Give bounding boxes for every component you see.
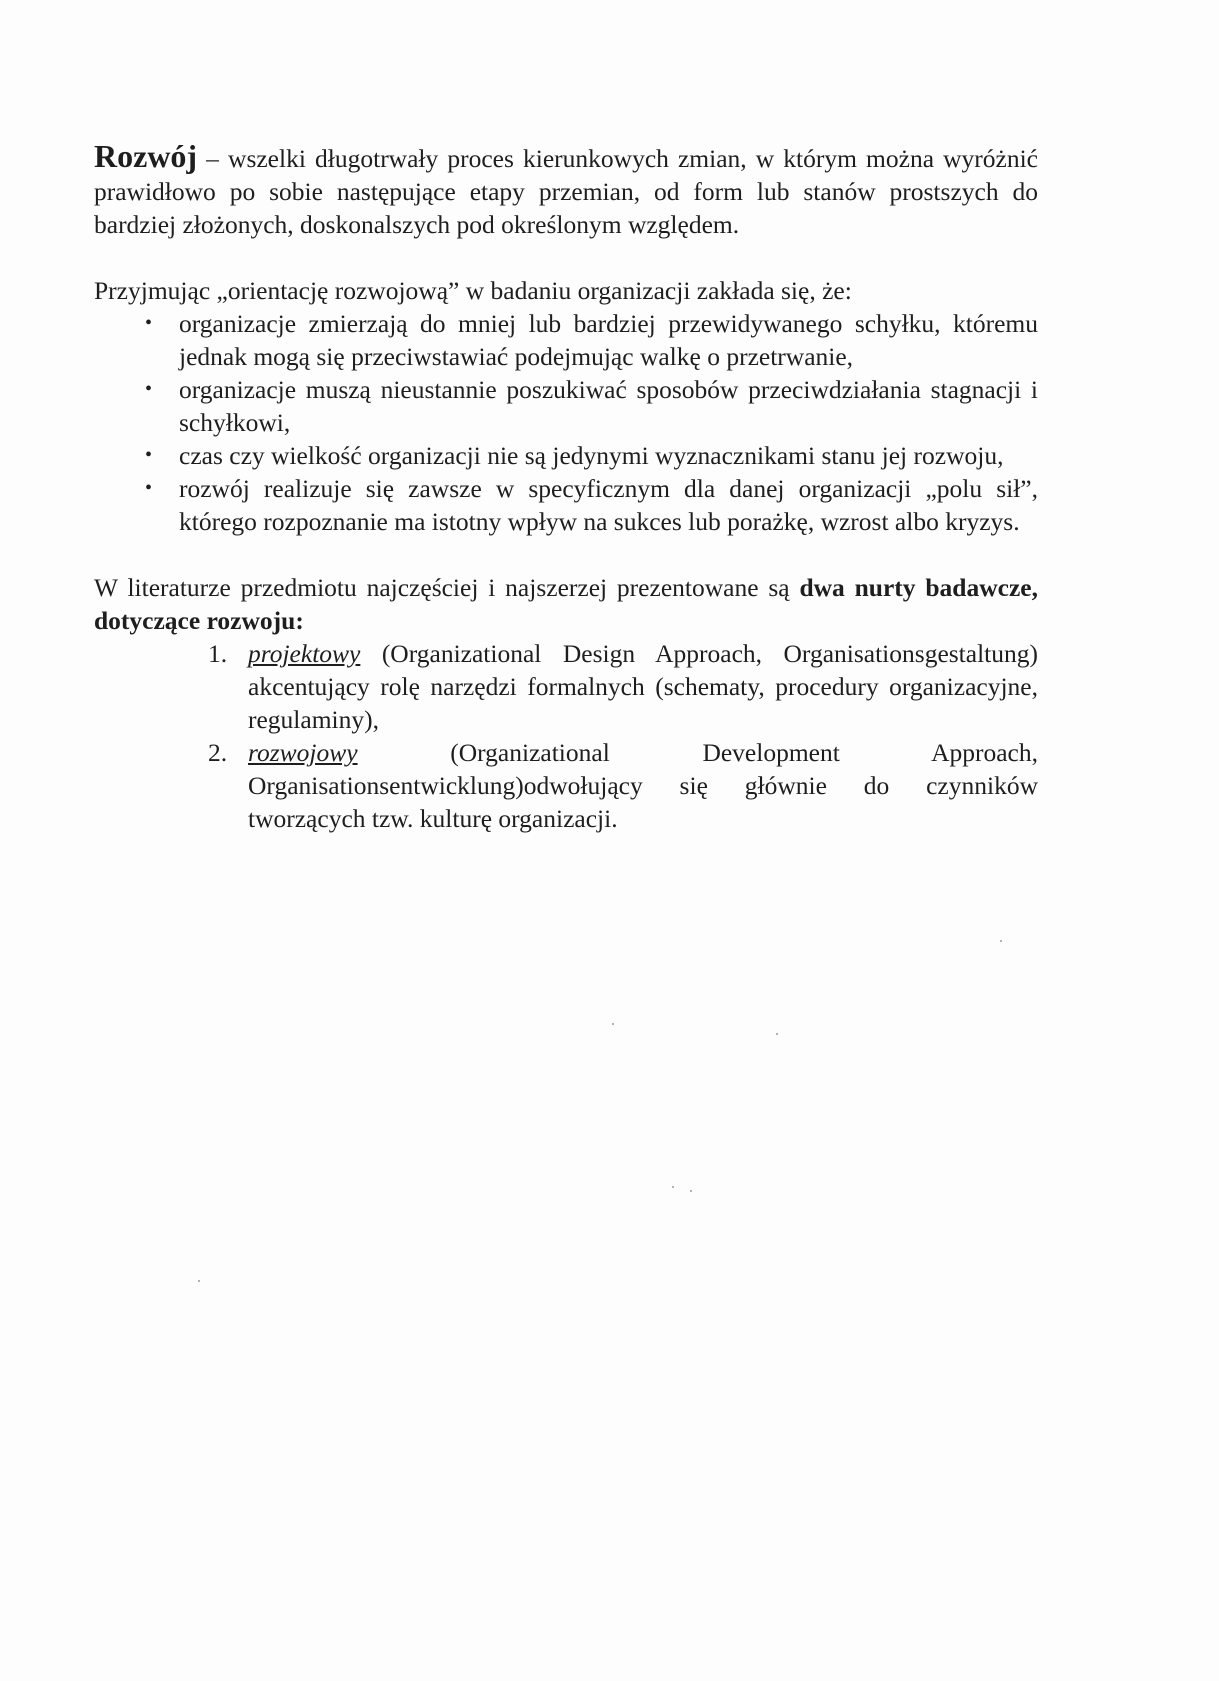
list-item [145,307,1038,373]
approach-name: rozwojowy [248,738,358,767]
bullet-icon: • [145,444,153,466]
definition-term: Rozwój [94,138,198,174]
literature-paragraph [94,571,1038,637]
literature-lead: W literaturze przedmiotu najczęściej i najszerzej prezentowane są [94,573,800,602]
list-item-text: organizacje muszą nieustannie poszukiwać sposobów przeciwdziałania stagnacji i schyłkowi, [179,375,1038,437]
approach-item [208,637,1038,736]
bullet-icon: • [145,312,153,334]
approach-number: 1. [208,639,228,668]
approach-description: (Organizational Design Approach, Organisationsgestaltung) akcentujący rolę narzędzi formalnych (schematy, procedury organizacyjne, regulaminy), [248,639,1038,734]
list-item [145,439,1038,472]
approaches-list [94,637,1038,835]
intro-paragraph: Przyjmując „orientację rozwojową” w badaniu organizacji zakłada się, że: [94,276,852,305]
scan-speck [776,1033,778,1035]
list-item [145,373,1038,439]
definition-text: – wszelki długotrwały proces kierunkowych zmian, w którym można wyróżnić prawidłowo po sobie następujące etapy przemian, od form lub stanów prostszych do bardziej złożonych, doskonalszych pod określonym względem. [94,144,1038,239]
scan-speck [612,1023,614,1025]
literature-emphasis: dwa nurty badawcze, dotyczące rozwoju: [94,573,1038,635]
scan-speck [1000,940,1002,942]
scan-speck [690,1190,692,1192]
approach-item [208,736,1038,835]
bullet-icon: • [145,378,153,400]
scan-speck [672,1186,674,1188]
list-item-text: rozwój realizuje się zawsze w specyficznym dla danej organizacji „polu sił”, którego rozpoznanie ma istotny wpływ na sukces lub porażkę, wzrost albo kryzys. [179,474,1038,536]
list-item-text: organizacje zmierzają do mniej lub bardziej przewidywanego schyłku, któremu jednak mogą się przeciwstawiać podejmując walkę o przetrwanie, [179,309,1038,371]
list-item [145,472,1038,538]
scan-speck [198,1280,200,1282]
definition-paragraph [94,140,1038,241]
approach-number: 2. [208,738,228,767]
list-item-text: czas czy wielkość organizacji nie są jedynymi wyznacznikami stanu jej rozwoju, [179,441,1004,470]
document-content [94,140,1038,835]
assumptions-list [94,307,1038,538]
approach-description: (Organizational Development Approach, Organisationsentwicklung)odwołujący się głównie do czynników tworzących tzw. kulturę organizacji. [248,738,1038,833]
bullet-icon: • [145,477,153,499]
approach-name: projektowy [248,639,361,668]
